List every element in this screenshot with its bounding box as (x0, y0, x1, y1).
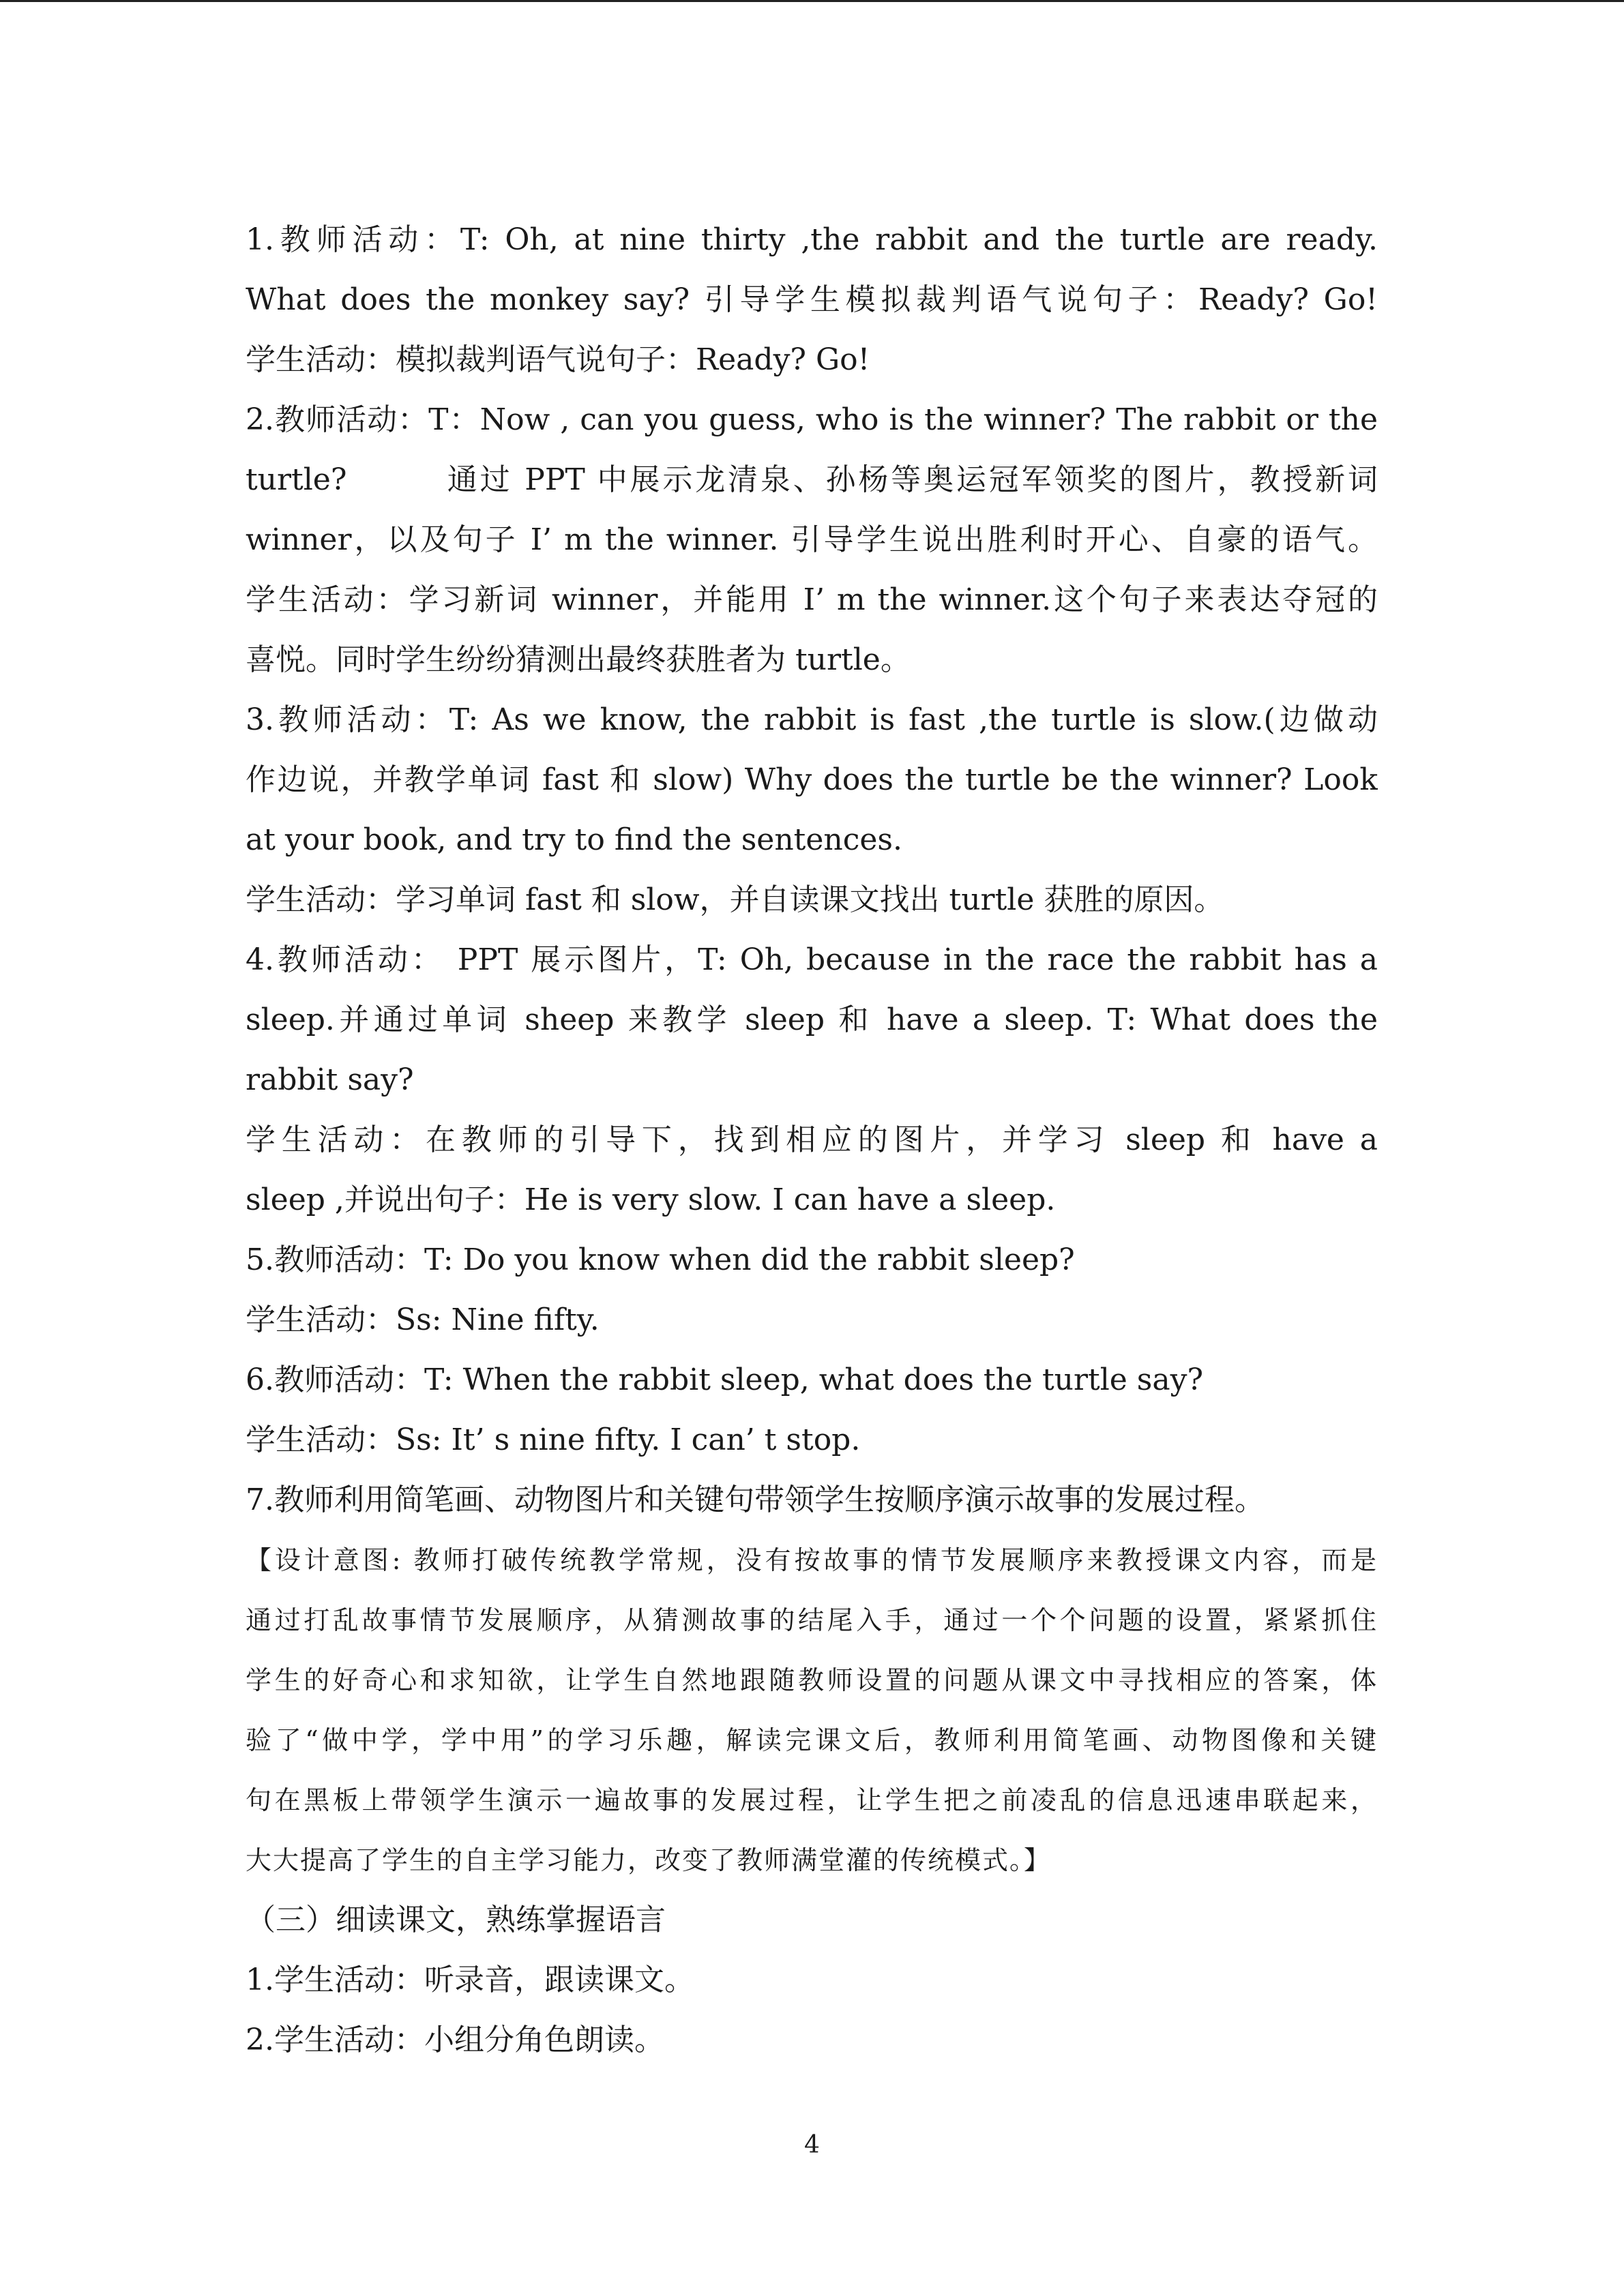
text-line: winner，以及句子 I’ m the winner. 引导学生说出胜利时开心、自豪的语气。 (246, 522, 1378, 557)
text-line: 学生活动：学习单词 fast 和 slow，并自读课文找出 turtle 获胜的原因。 (246, 882, 1224, 917)
page-number: 4 (804, 2131, 820, 2159)
text-line: 1.教师活动：T: Oh, at nine thirty ,the rabbit and the turtle are ready. (246, 222, 1378, 257)
text-line: What does the monkey say? 引导学生模拟裁判语气说句子：Ready? Go! (246, 282, 1378, 317)
text-line: 5.教师活动：T: Do you know when did the rabbit sleep? (246, 1242, 1075, 1277)
top-border-line (0, 0, 1624, 2)
design-intent-line: 验了“做中学，学中用”的学习乐趣，解读完课文后，教师利用简笔画、动物图像和关键 (246, 1725, 1378, 1755)
text-line: 喜悦。同时学生纷纷猜测出最终获胜者为 turtle。 (246, 642, 911, 677)
text-line: 1.学生活动：听录音，跟读课文。 (246, 1963, 694, 1997)
text-line: sleep ,并说出句子：He is very slow. I can have a sleep. (246, 1182, 1056, 1217)
text-line: 学生活动：模拟裁判语气说句子：Ready? Go! (246, 342, 870, 377)
text-line: turtle? 通过 PPT 中展示龙清泉、孙杨等奥运冠军领奖的图片，教授新词 (246, 462, 1378, 497)
text-line: 7.教师利用简笔画、动物图片和关键句带领学生按顺序演示故事的发展过程。 (246, 1482, 1265, 1517)
design-intent-line: 大大提高了学生的自主学习能力，改变了教师满堂灌的传统模式。】 (246, 1845, 1052, 1875)
text-line: 作边说，并教学单词 fast 和 slow) Why does the turtle be the winner? Look (246, 762, 1378, 797)
text-line: rabbit say? (246, 1062, 414, 1097)
text-line: 6.教师活动：T: When the rabbit sleep, what does the turtle say? (246, 1362, 1204, 1397)
text-line: 2.教师活动：T：Now , can you guess, who is the winner? The rabbit or the (246, 402, 1378, 437)
text-line: 学生活动：Ss: It’ s nine fifty. I can’ t stop. (246, 1422, 861, 1457)
design-intent-line: 【设计意图: 教师打破传统教学常规，没有按故事的情节发展顺序来教授课文内容，而是 (246, 1545, 1378, 1575)
text-line: 学生活动：Ss: Nine fifty. (246, 1302, 600, 1337)
text-line: 学生活动：在教师的引导下，找到相应的图片，并学习 sleep 和 have a (246, 1122, 1378, 1157)
document-body (246, 210, 1378, 2070)
text-line: sleep.并通过单词 sheep 来教学 sleep 和 have a sleep. T: What does the (246, 1002, 1378, 1037)
design-intent-line: 句在黑板上带领学生演示一遍故事的发展过程，让学生把之前凌乱的信息迅速串联起来， (246, 1785, 1378, 1815)
text-line: 3.教师活动：T: As we know, the rabbit is fast ,the turtle is slow.(边做动 (246, 702, 1378, 737)
text-line: 4.教师活动： PPT 展示图片，T: Oh, because in the race the rabbit has a (246, 942, 1378, 977)
design-intent-line: 通过打乱故事情节发展顺序，从猜测故事的结尾入手，通过一个个问题的设置，紧紧抓住 (246, 1605, 1378, 1635)
text-line: 学生活动：学习新词 winner，并能用 I’ m the winner.这个句子来表达夺冠的 (246, 582, 1378, 617)
text-line: at your book, and try to find the sentences. (246, 822, 902, 857)
section-heading: （三）细读课文，熟练掌握语言 (246, 1903, 666, 1937)
design-intent-line: 学生的好奇心和求知欲，让学生自然地跟随教师设置的问题从课文中寻找相应的答案，体 (246, 1665, 1378, 1695)
text-line: 2.学生活动：小组分角色朗读。 (246, 2023, 664, 2057)
